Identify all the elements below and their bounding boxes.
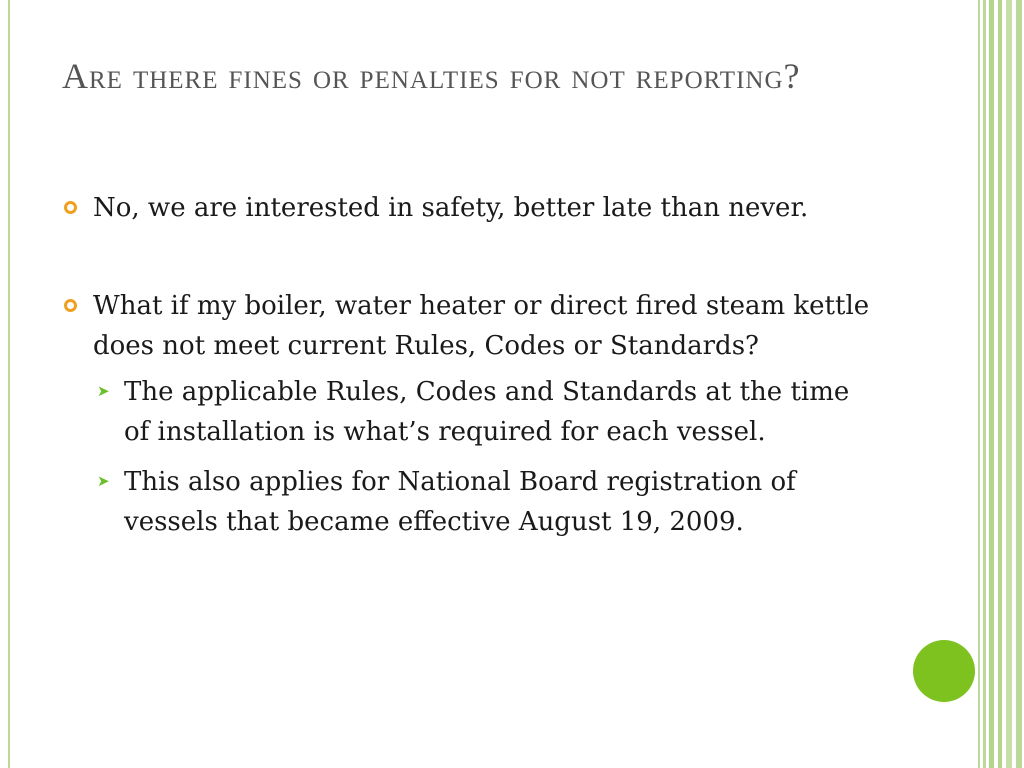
stripe (983, 0, 986, 768)
sub-bullet-item (93, 372, 882, 452)
left-border-line (8, 0, 10, 768)
ring-bullet-icon (64, 299, 77, 312)
slide-body (62, 188, 882, 542)
sub-bullet-text: The applicable Rules, Codes and Standards at the time of installation is what’s required for each vessel. (124, 377, 850, 447)
stripe (989, 0, 994, 768)
stripe (978, 0, 980, 768)
right-stripe-decoration (976, 0, 1024, 768)
sub-bullet-text: This also applies for National Board registration of vessels that became effective August 19, 2009. (124, 467, 796, 537)
sub-bullet-item (93, 462, 882, 542)
stripe (998, 0, 1002, 768)
slide-title: Are there fines or penalties for not reporting? (62, 56, 801, 96)
bullet-text: What if my boiler, water heater or direct fired steam kettle does not meet current Rules, Codes or Standards? (93, 291, 870, 361)
stripe (1006, 0, 1012, 768)
sub-bullet-list (93, 372, 882, 542)
chevron-right-icon: ➤ (97, 472, 110, 490)
bullet-item (62, 286, 882, 542)
bullet-item (62, 188, 882, 228)
stripe (1016, 0, 1022, 768)
chevron-right-icon: ➤ (97, 382, 110, 400)
green-circle-decoration (913, 640, 975, 702)
ring-bullet-icon (64, 201, 77, 214)
bullet-text: No, we are interested in safety, better late than never. (93, 193, 809, 223)
